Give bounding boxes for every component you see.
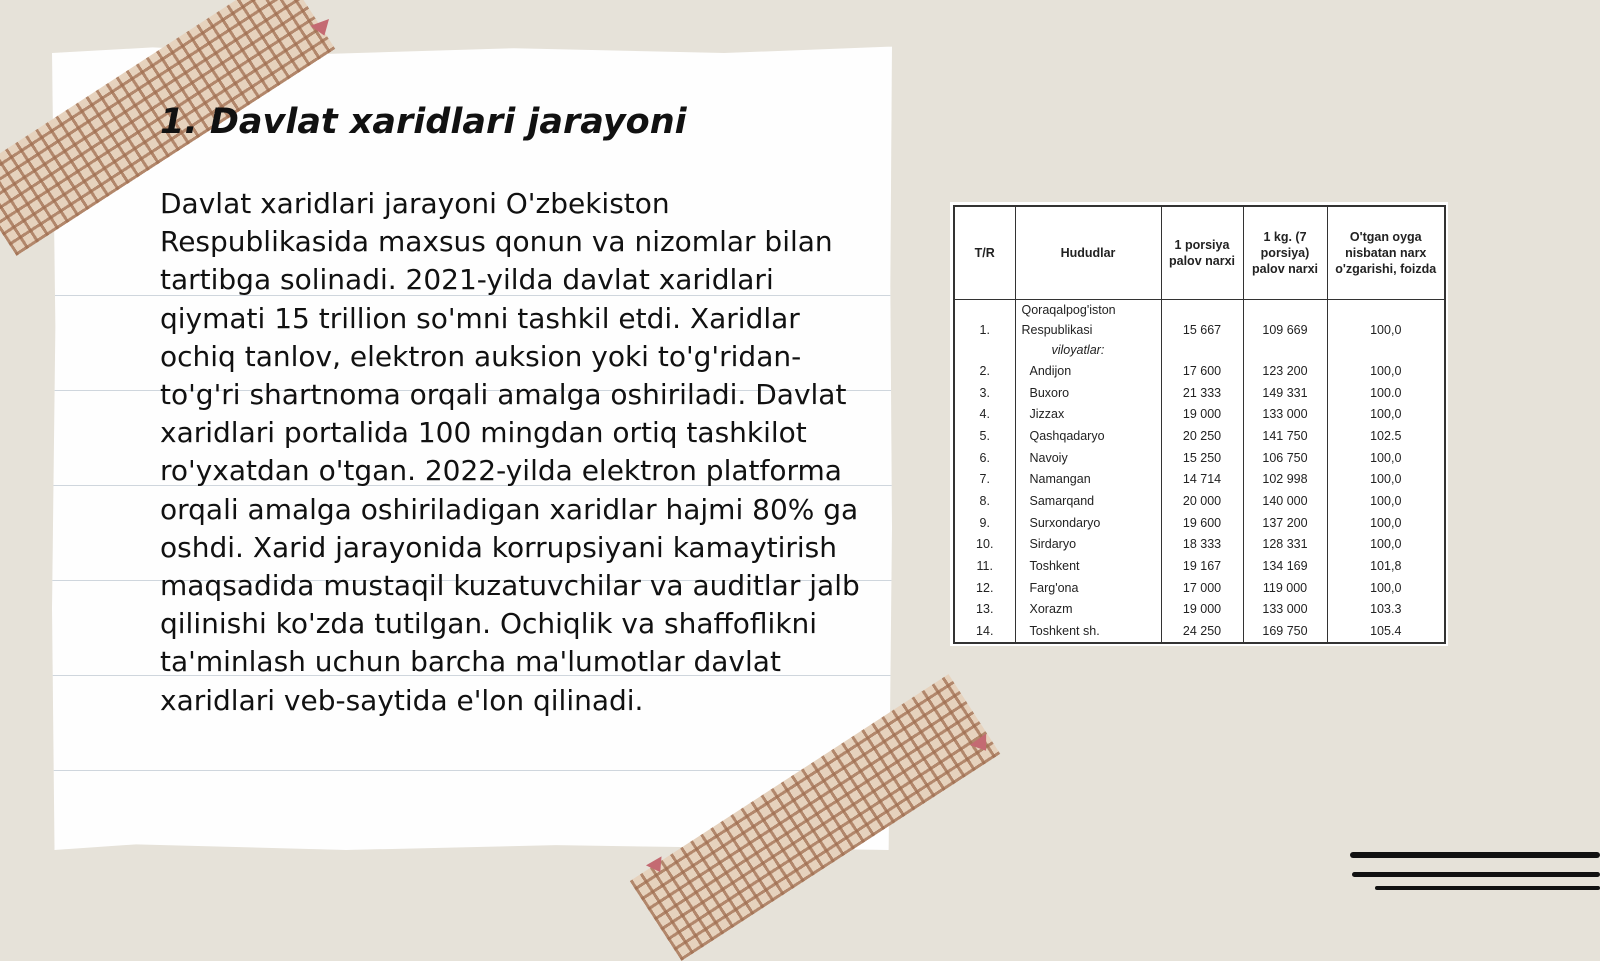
slide-title: 1. Davlat xaridlari jarayoni: [160, 102, 687, 142]
table-row: [954, 447, 1445, 469]
table-row: [954, 599, 1445, 621]
cell-tr: 12.: [954, 577, 1015, 599]
cell-kg-price: 141 750: [1243, 425, 1327, 447]
cell-price-change: 100,0: [1327, 403, 1445, 425]
cell-price-change: 100,0: [1327, 577, 1445, 599]
cell-kg-price: 128 331: [1243, 534, 1327, 556]
cell-portion-price: 20 250: [1161, 425, 1243, 447]
brush-stroke: [1350, 852, 1600, 858]
cell-region: Samarqand: [1015, 490, 1161, 512]
table-row: [954, 512, 1445, 534]
cell-tr: 10.: [954, 534, 1015, 556]
cell-region: Andijon: [1015, 360, 1161, 382]
cell-portion-price: 17 000: [1161, 577, 1243, 599]
cell-region: Farg'ona: [1015, 577, 1161, 599]
cell-price-change: 100,0: [1327, 468, 1445, 490]
cell-tr: 13.: [954, 599, 1015, 621]
cell-tr: 6.: [954, 447, 1015, 469]
cell-portion-price: 19 000: [1161, 403, 1243, 425]
brush-stroke: [1375, 886, 1600, 890]
header-region: Hududlar: [1015, 206, 1161, 300]
cell-region: Namangan: [1015, 468, 1161, 490]
cell-portion-price: 21 333: [1161, 382, 1243, 404]
cell-portion-price: 19 600: [1161, 512, 1243, 534]
cell-portion-price: 15 667: [1161, 300, 1243, 361]
table-row: [954, 425, 1445, 447]
table-row: [954, 490, 1445, 512]
cell-region: Qashqadaryo: [1015, 425, 1161, 447]
cell-region: Toshkent: [1015, 555, 1161, 577]
cell-tr: 8.: [954, 490, 1015, 512]
cell-portion-price: 24 250: [1161, 620, 1243, 643]
cell-kg-price: 137 200: [1243, 512, 1327, 534]
header-price-change: O'tgan oyga nisbatan narx o'zgarishi, foizda: [1327, 206, 1445, 300]
header-portion-price: 1 porsiya palov narxi: [1161, 206, 1243, 300]
table-row: [954, 555, 1445, 577]
region-subheading: viloyatlar:: [1051, 343, 1105, 357]
table-header-row: [954, 206, 1445, 300]
table-row: [954, 300, 1445, 361]
cell-portion-price: 17 600: [1161, 360, 1243, 382]
cell-price-change: 100,0: [1327, 534, 1445, 556]
cell-kg-price: 109 669: [1243, 300, 1327, 361]
cell-kg-price: 134 169: [1243, 555, 1327, 577]
cell-price-change: 100,0: [1327, 447, 1445, 469]
cell-region: Jizzax: [1015, 403, 1161, 425]
cell-kg-price: 133 000: [1243, 403, 1327, 425]
cell-kg-price: 119 000: [1243, 577, 1327, 599]
header-kg-price: 1 kg. (7 porsiya) palov narxi: [1243, 206, 1327, 300]
cell-tr: 9.: [954, 512, 1015, 534]
header-tr: T/R: [954, 206, 1015, 300]
cell-tr: 7.: [954, 468, 1015, 490]
cell-tr: 5.: [954, 425, 1015, 447]
cell-portion-price: 15 250: [1161, 447, 1243, 469]
cell-price-change: 100.0: [1327, 382, 1445, 404]
region-line: Qoraqalpog'iston: [1021, 303, 1116, 317]
cell-portion-price: 14 714: [1161, 468, 1243, 490]
cell-price-change: 103.3: [1327, 599, 1445, 621]
cell-price-change: 100,0: [1327, 512, 1445, 534]
table-row: [954, 403, 1445, 425]
table-row: [954, 534, 1445, 556]
cell-region: Toshkent sh.: [1015, 620, 1161, 643]
cell-kg-price: 106 750: [1243, 447, 1327, 469]
cell-region: Buxoro: [1015, 382, 1161, 404]
cell-tr: 11.: [954, 555, 1015, 577]
cell-tr: 4.: [954, 403, 1015, 425]
table-row: [954, 577, 1445, 599]
palov-price-table: [953, 205, 1446, 644]
cell-portion-price: 19 167: [1161, 555, 1243, 577]
cell-price-change: 105.4: [1327, 620, 1445, 643]
table-row: [954, 620, 1445, 643]
cell-tr: 14.: [954, 620, 1015, 643]
table-row: [954, 382, 1445, 404]
cell-price-change: 102.5: [1327, 425, 1445, 447]
slide-body-text: Davlat xaridlari jarayoni O'zbekiston Respublikasida maxsus qonun va nizomlar bilan tartibga solinadi. 2021-yilda davlat xaridlari qiymati 15 trillion so'mni tashkil etdi. Xaridlar ochiq tanlov, elektron auksion yoki to'g'ridan-to'g'ri shartnoma orqali amalga oshiriladi. Davlat xaridlari portalida 100 mingdan ortiq tashkilot ro'yxatdan o'tgan. 2022-yilda elektron platforma orqali amalga oshiriladigan xaridlar hajmi 80% ga oshdi. Xarid jarayonida korrupsiyani kamaytirish maqsadida mustaqil kuzatuvchilar va auditlar jalb qilinishi ko'zda tutilgan. Ochiqlik va shaffoflikni ta'minlash uchun barcha ma'lumotlar davlat xaridlari veb-saytida e'lon qilinadi.: [160, 187, 860, 717]
cell-portion-price: 19 000: [1161, 599, 1243, 621]
cell-region: [1015, 300, 1161, 361]
cell-kg-price: 140 000: [1243, 490, 1327, 512]
brush-stroke: [1352, 872, 1600, 877]
cell-portion-price: 18 333: [1161, 534, 1243, 556]
cell-kg-price: 149 331: [1243, 382, 1327, 404]
cell-price-change: 100,0: [1327, 300, 1445, 361]
cell-price-change: 100,0: [1327, 490, 1445, 512]
cell-kg-price: 123 200: [1243, 360, 1327, 382]
cell-kg-price: 169 750: [1243, 620, 1327, 643]
cell-kg-price: 133 000: [1243, 599, 1327, 621]
palov-price-table-image: [950, 202, 1448, 646]
region-line: Respublikasi: [1021, 323, 1093, 337]
cell-price-change: 100,0: [1327, 360, 1445, 382]
cell-region: Sirdaryo: [1015, 534, 1161, 556]
cell-portion-price: 20 000: [1161, 490, 1243, 512]
table-row: [954, 468, 1445, 490]
table-row: [954, 360, 1445, 382]
paper-rule-line: [52, 770, 892, 771]
cell-region: Surxondaryo: [1015, 512, 1161, 534]
cell-tr: 2.: [954, 360, 1015, 382]
cell-region: Navoiy: [1015, 447, 1161, 469]
cell-region: Xorazm: [1015, 599, 1161, 621]
cell-kg-price: 102 998: [1243, 468, 1327, 490]
cell-price-change: 101,8: [1327, 555, 1445, 577]
cell-tr: 1.: [954, 300, 1015, 361]
cell-tr: 3.: [954, 382, 1015, 404]
